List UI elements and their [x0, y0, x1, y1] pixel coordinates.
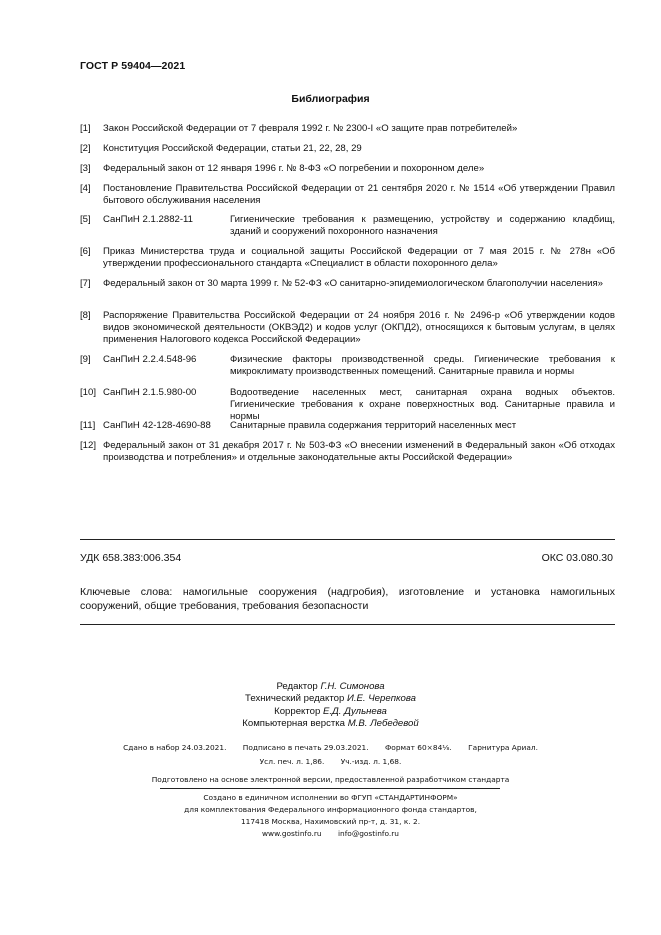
bib-entry-code: СанПиН 2.2.4.548-96 — [103, 354, 197, 365]
credit-editor — [0, 681, 661, 693]
bib-entry-text: Федеральный закон от 30 марта 1999 г. № 52-ФЗ «О санитарно-эпидемиологическом благополучии населения» — [103, 278, 604, 289]
bib-entry-text: Санитарные правила содержания территорий населенных мест — [230, 420, 517, 431]
print-info-line1 — [0, 743, 661, 752]
credit-person: Г.Н. Симонова — [320, 681, 385, 692]
created-line1: Создано в единичном исполнении во ФГУП «СТАНДАРТИНФОРМ» — [203, 793, 458, 802]
bib-entry-number: [8] — [80, 310, 91, 321]
credit-person: М.В. Лебедевой — [347, 718, 419, 730]
bib-entry-text: Конституция Российской Федерации, статьи 21, 22, 28, 29 — [103, 143, 362, 154]
bib-entry-number: [3] — [80, 163, 91, 174]
bib-entry-text: Физические факторы производственной среды. Гигиенические требования к микроклимату производственных помещений. Санитарные правила и нормы — [230, 354, 615, 378]
credit-label: Редактор — [276, 681, 318, 692]
bib-entry-number: [1] — [80, 123, 91, 134]
pub-sheets: Уч.-изд. л. 1,68. — [340, 757, 402, 766]
credit-label: Технический редактор — [245, 693, 345, 705]
bib-entry — [80, 278, 615, 290]
print-info-line2 — [0, 757, 661, 766]
bibliography-title: Библиография — [291, 93, 370, 105]
bib-entry — [80, 310, 615, 347]
signed-to-print: Подписано в печать 29.03.2021. — [242, 743, 369, 752]
credit-tech-editor — [0, 693, 661, 705]
bib-entry-number: [12] — [80, 440, 97, 451]
bib-entry-number: [6] — [80, 246, 91, 257]
sent-to-set: Сдано в набор 24.03.2021. — [123, 743, 227, 752]
credit-person: Е.Д. Дульнева — [322, 705, 387, 717]
bib-entry — [80, 387, 615, 424]
bib-entry — [80, 163, 615, 175]
bib-entry — [80, 440, 615, 464]
print-sheets: Усл. печ. л. 1,86. — [259, 757, 325, 766]
bib-entry-number: [9] — [80, 354, 91, 365]
bib-entry — [80, 354, 615, 378]
credits — [0, 681, 661, 731]
bib-entry-text: Гигиенические требования к размещению, устройству и содержанию кладбищ, зданий и сооружений похоронного назначения — [230, 214, 615, 238]
bib-entry — [80, 214, 615, 238]
credit-proofreader — [0, 706, 661, 718]
credit-person: И.Е. Черепкова — [346, 693, 416, 705]
prepared-note: Подготовлено на основе электронной версии, предоставленной разработчиком стандарта — [151, 775, 510, 784]
publisher-address: 117418 Москва, Нахимовский пр-т, д. 31, к. 2. — [240, 817, 421, 826]
udk-code: УДК 658.383:006.354 — [80, 552, 182, 564]
format: Формат 60×84⅛. — [384, 743, 452, 752]
bib-entry-text: Федеральный закон от 12 января 1996 г. № 8-ФЗ «О погребении и похоронном деле» — [103, 163, 485, 174]
bib-entry — [80, 143, 615, 155]
credit-layout — [0, 718, 661, 730]
created-line2: для комплектования Федерального информационного фонда стандартов, — [184, 805, 477, 814]
bib-entry-number: [10] — [80, 387, 97, 398]
bib-entry-text: Водоотведение населенных мест, санитарная охрана водных объектов. Гигиенические требования к охране поверхностных вод. Санитарные правила и нормы — [230, 387, 615, 423]
website-link[interactable]: www.gostinfo.ru — [262, 829, 322, 838]
bib-entry-number: [5] — [80, 214, 91, 225]
bib-entry-text: Распоряжение Правительства Российской Федерации от 24 ноября 2016 г. № 2496-р «Об утверждении кодов видов экономической деятельности (ОКВЭД2) и кодов услуг (ОКПД2), относящихся к бытовым услугам, в целях применения Налогового кодекса Российской Федерации» — [103, 310, 615, 346]
divider-top — [80, 539, 615, 540]
bib-entry-number: [4] — [80, 183, 91, 194]
bib-entry — [80, 183, 615, 207]
bib-entry-number: [11] — [80, 420, 96, 431]
publisher-contacts — [0, 829, 661, 838]
credit-label: Компьютерная верстка — [242, 718, 346, 730]
standard-header: ГОСТ Р 59404—2021 — [80, 60, 186, 72]
oks-code: ОКС 03.080.30 — [541, 552, 613, 564]
bib-entry-code: СанПиН 2.1.2882-11 — [103, 214, 194, 225]
bib-entry — [80, 420, 615, 432]
bib-entry-number: [2] — [80, 143, 91, 154]
email-link[interactable]: info@gostinfo.ru — [337, 829, 399, 838]
typeface: Гарнитура Ариал. — [468, 743, 538, 752]
bib-entry-text: Приказ Министерства труда и социальной защиты Российской Федерации от 7 мая 2015 г. № 278н «Об утверждении профессионального стандарта «Специалист в области похоронного дела» — [103, 246, 615, 270]
bib-entry-text: Федеральный закон от 31 декабря 2017 г. № 503-ФЗ «О внесении изменений в Федеральный закон «Об отходах производства и потребления» и отдельные законодательные акты Российской Федерации» — [103, 440, 615, 464]
bib-entry — [80, 246, 615, 270]
divider-publisher — [160, 788, 500, 789]
bib-entry-number: [7] — [80, 278, 91, 289]
credit-label: Корректор — [274, 705, 321, 717]
keywords: Ключевые слова: намогильные сооружения (надгробия), изготовление и установка намогильных сооружений, общие требования, требования безопасности — [80, 586, 615, 612]
divider-bottom — [80, 624, 615, 625]
bib-entry — [80, 123, 615, 135]
bib-entry-code: СанПиН 42-128-4690-88 — [103, 420, 211, 431]
bib-entry-text: Закон Российской Федерации от 7 февраля 1992 г. № 2300-I «О защите прав потребителей» — [103, 123, 518, 134]
bib-entry-code: СанПиН 2.1.5.980-00 — [103, 387, 197, 398]
bib-entry-text: Постановление Правительства Российской Федерации от 21 сентября 2020 г. № 1514 «Об утверждении Правил бытового обслуживания населения — [103, 183, 615, 207]
